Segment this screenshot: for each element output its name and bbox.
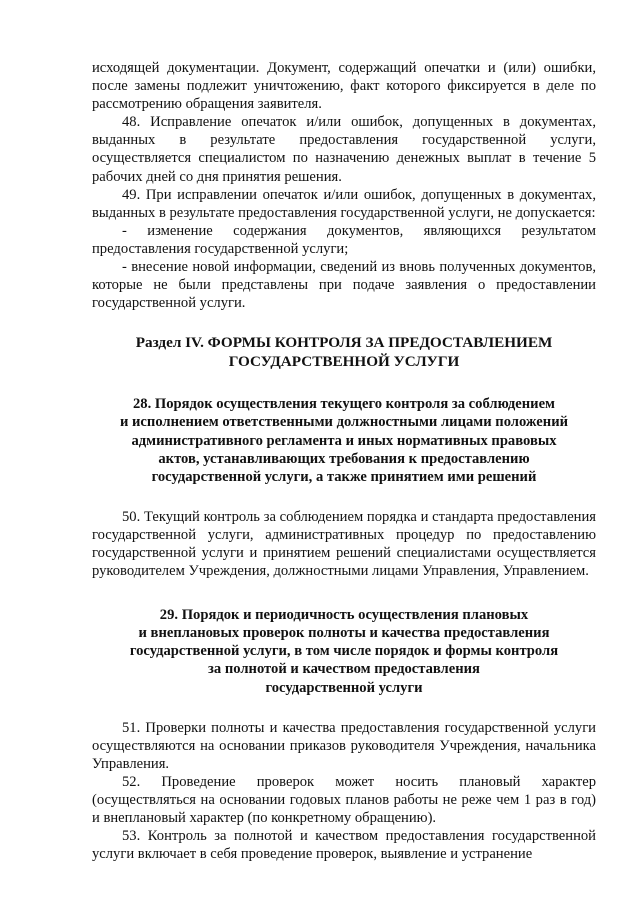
subsection-29-heading-line: государственной услуги, в том числе порядок и формы контроля [129,643,559,660]
paragraph-51: 51. Проверки полноты и качества предоставления государственной услуги осуществляются на основании приказов руководителя Учреждения, начальника Управления. [92,719,596,772]
paragraph-49: 49. При исправлении опечаток и/или ошибок, допущенных в документах, выданных в результате предоставления государственной услуги, не допускается: [92,186,596,221]
subsection-28-heading [92,395,596,485]
subsection-29-heading-line: за полнотой и качеством предоставления [208,661,480,678]
subsection-29-heading-line: и внеплановых проверок полноты и качества предоставления [138,625,550,642]
subsection-28-heading-line: и исполнением ответственными должностными лицами положений [119,414,569,431]
section-4-heading [92,333,596,371]
paragraph-50: 50. Текущий контроль за соблюдением порядка и стандарта предоставления государственной услуги, административных процедур по предоставлению государственной услуги и принятием решений специалистами осуществляется руководителем Учреждения, должностными лицами Управления, Управлением. [92,508,596,580]
section-4-heading-line: Раздел IV. ФОРМЫ КОНТРОЛЯ ЗА ПРЕДОСТАВЛЕНИЕМ [135,334,553,352]
paragraph-48: 48. Исправление опечаток и/или ошибок, допущенных в документах, выданных в результате предоставления государственной услуги, осуществляется специалистом по назначению денежных выплат в течение 5 рабочих дней со дня принятия решения. [92,114,596,185]
subsection-28-heading-line: актов, устанавливающих требования к предоставлению [158,450,530,467]
subsection-29-heading-line: государственной услуги [265,679,423,696]
subsection-28-heading-line: административного регламента и иных нормативных правовых [131,432,557,449]
paragraph-continuation: исходящей документации. Документ, содержащий опечатки и (или) ошибки, после замены подлежит уничтожению, факт которого фиксируется в деле по рассмотрению обращения заявителя. [92,60,596,113]
paragraph-49-item-a: - изменение содержания документов, являющихся результатом предоставления государственной услуги; [92,222,596,257]
subsection-28-heading-line: государственной услуги, а также принятием ими решений [151,468,537,485]
subsection-29-heading-line: 29. Порядок и периодичность осуществления плановых [159,607,529,624]
paragraph-49-item-b: - внесение новой информации, сведений из вновь полученных документов, которые не были представлены при подаче заявления о предоставлении государственной услуги. [92,259,596,312]
subsection-29-heading [92,606,596,696]
paragraph-52: 52. Проведение проверок может носить плановый характер (осуществляться на основании годовых планов работы не реже чем 1 раз в год) и внеплановый характер (по конкретному обращению). [92,773,596,827]
section-4-heading-line: ГОСУДАРСТВЕННОЙ УСЛУГИ [228,353,460,371]
document-page [92,59,596,863]
paragraph-53: 53. Контроль за полнотой и качеством предоставления государственной услуги включает в себя проведение проверок, выявление и устранение [92,828,596,863]
subsection-28-heading-line: 28. Порядок осуществления текущего контроля за соблюдением [133,396,555,413]
